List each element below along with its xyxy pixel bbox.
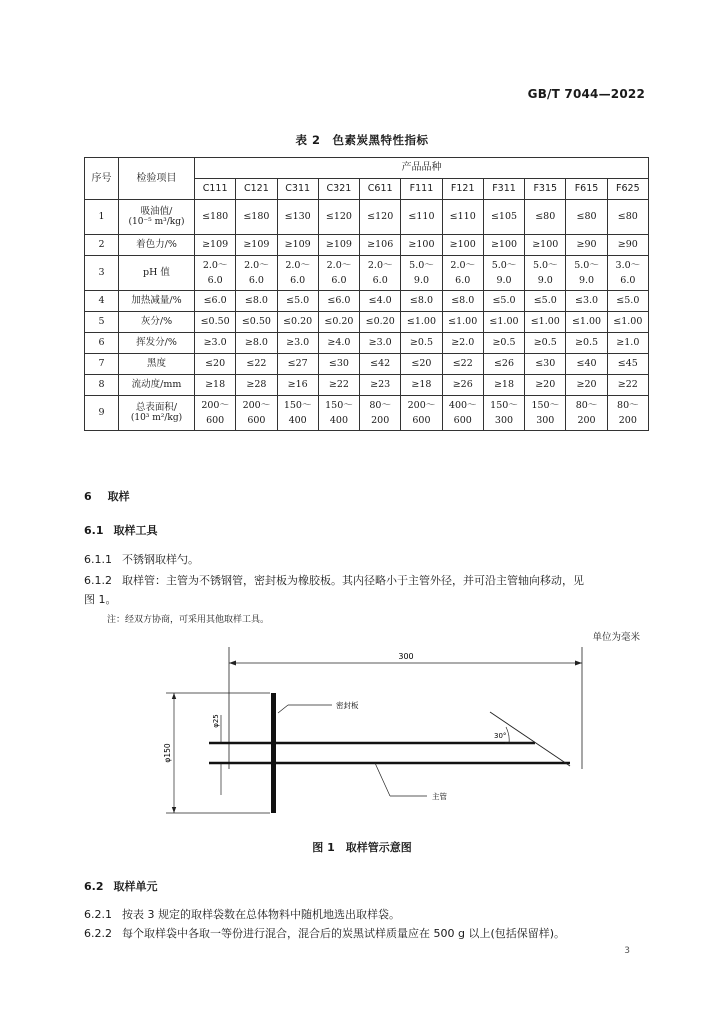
value-cell: ≤110 [442,200,483,235]
table-title: 表 2 色素炭黑特性指标 [295,133,429,147]
value-cell: ≥18 [195,375,236,396]
value-cell: ≤1.00 [483,312,524,333]
value-cell: ≤5.0 [483,291,524,312]
value-cell: ≥22 [318,375,359,396]
value-cell: ≤4.0 [360,291,401,312]
value-cell: ≥0.5 [525,333,566,354]
value-cell-line: 600 [412,415,431,426]
paragraph-number: 6.2.1 [84,908,112,921]
value-cell: ≥22 [607,375,648,396]
value-cell-line: 600 [247,415,266,426]
value-cell-line: 200～ [407,399,436,411]
value-cell-line: 80～ [617,399,639,411]
value-cell: ≤80 [525,200,566,235]
value-cell [566,256,607,291]
unit-note: 单位为毫米 [592,632,640,643]
value-cell [607,396,648,431]
row-item-name: pH 值 [143,267,170,279]
paragraph-6-2-1 [84,906,400,922]
row-item [119,291,195,312]
value-cell-line: 150～ [531,399,560,411]
value-cell [236,396,277,431]
value-cell: ≥1.0 [607,333,648,354]
value-cell [318,396,359,431]
row-seq: 3 [85,256,119,291]
value-cell [318,256,359,291]
value-cell [195,256,236,291]
standard-code: GB/T 7044—2022 [527,87,645,101]
value-cell: ≤120 [318,200,359,235]
value-cell: ≤1.00 [607,312,648,333]
row-item-name: 挥发分/% [136,337,177,349]
value-cell: ≥100 [483,235,524,256]
length-dimension-label: 300 [398,652,414,661]
grade-header: C611 [360,179,401,200]
table-row [85,396,649,431]
value-cell: ≥90 [607,235,648,256]
value-cell: ≤105 [483,200,524,235]
value-cell [607,256,648,291]
value-cell: ≤1.00 [401,312,442,333]
value-cell-line: 6.0 [620,275,636,286]
value-cell-line: 5.0～ [532,259,558,271]
value-cell-line: 5.0～ [491,259,517,271]
value-cell-line: 6.0 [207,275,223,286]
value-cell: ≤30 [525,354,566,375]
value-cell: ≥109 [318,235,359,256]
value-cell: ≥8.0 [236,333,277,354]
value-cell: ≥3.0 [277,333,318,354]
value-cell-line: 300 [536,415,555,426]
value-cell: ≤0.50 [195,312,236,333]
value-cell: ≥26 [442,375,483,396]
paragraph-text: 每个取样袋中各取一等份进行混合，混合后的炭黑试样质量应在 500 g 以上(包括保留样)。 [122,927,566,940]
row-item-name: 加热减量/% [131,295,182,307]
value-cell: ≤180 [195,200,236,235]
seal-label-leader [278,705,288,713]
seal-plate [271,693,276,813]
value-cell: ≤1.00 [525,312,566,333]
value-cell: ≤8.0 [401,291,442,312]
paragraph-text: 不锈钢取样勺。 [122,553,199,566]
figure-caption: 图 1 取样管示意图 [312,841,412,854]
value-cell [401,396,442,431]
section-number: 6 [84,490,92,503]
value-cell [442,256,483,291]
value-cell: ≤1.00 [566,312,607,333]
row-seq: 2 [85,235,119,256]
value-cell-line: 300 [494,415,514,426]
value-cell-line: 5.0～ [574,259,599,271]
value-cell: ≥106 [360,235,401,256]
value-cell-line: 600 [453,415,472,426]
table-row [85,375,649,396]
value-cell: ≤6.0 [195,291,236,312]
grade-header: F625 [607,179,648,200]
value-cell: ≥100 [401,235,442,256]
value-cell: ≤45 [607,354,648,375]
row-seq: 5 [85,312,119,333]
value-cell-line: 2.0～ [450,259,476,271]
value-cell: ≤80 [607,200,648,235]
note: 注：经双方协商，可采用其他取样工具。 [107,615,270,625]
table-row [85,291,649,312]
value-cell: ≤42 [360,354,401,375]
value-cell-line: 5.0～ [409,259,434,271]
table-row [85,200,649,235]
row-item-name: 黑度 [146,358,166,370]
value-cell: ≤8.0 [236,291,277,312]
value-cell: ≥20 [566,375,607,396]
value-cell-line: 150～ [325,399,353,411]
value-cell-line: 9.0 [413,275,430,286]
row-item-unit: (10⁻⁵ m³/kg) [128,217,185,228]
value-cell: ≥16 [277,375,318,396]
page-number: 3 [624,946,630,956]
value-cell: ≥18 [401,375,442,396]
row-item-unit: (10³ m²/kg) [130,413,183,424]
value-cell: ≤80 [566,200,607,235]
value-cell-line: 80～ [575,399,598,411]
value-cell: ≥20 [525,375,566,396]
value-cell: ≤0.20 [277,312,318,333]
grade-header: F315 [525,179,566,200]
grade-header: C321 [318,179,359,200]
value-cell-line: 3.0～ [615,259,641,271]
section-number: 6.1 [84,524,104,537]
value-cell: ≤1.00 [442,312,483,333]
value-cell: ≤27 [277,354,318,375]
value-cell-line: 2.0～ [202,259,228,271]
paragraph-6-1-2-continued: 图 1。 [84,593,117,606]
value-cell: ≤26 [483,354,524,375]
value-cell-line: 80～ [369,399,391,411]
grade-header: F311 [483,179,524,200]
value-cell: ≤5.0 [277,291,318,312]
value-cell [483,396,524,431]
section-number: 6.2 [84,880,104,893]
value-cell: ≤22 [236,354,277,375]
row-item-name: 流动度/mm [131,379,182,391]
value-cell: ≤0.50 [236,312,277,333]
value-cell-line: 9.0 [537,275,553,286]
value-cell-line: 200 [371,415,390,426]
value-cell [360,256,401,291]
value-cell [566,396,607,431]
tube-label-leader [375,763,390,796]
row-item [119,200,195,235]
table-row [85,235,649,256]
row-item [119,396,195,431]
value-cell: ≤3.0 [566,291,607,312]
value-cell [525,396,566,431]
value-cell: ≤22 [442,354,483,375]
value-cell-line: 6.0 [372,275,388,286]
paragraph-number: 6.1.2 [84,574,112,587]
row-item [119,354,195,375]
row-item [119,312,195,333]
value-cell-line: 6.0 [331,275,347,286]
value-cell-line: 150～ [283,399,312,411]
value-cell: ≤20 [195,354,236,375]
value-cell [525,256,566,291]
angle-label: 30° [494,732,507,740]
value-cell: ≥18 [483,375,524,396]
grade-header: F615 [566,179,607,200]
value-cell-line: 200～ [242,399,271,411]
value-cell: ≤5.0 [525,291,566,312]
row-item-name: 灰分/% [140,316,173,328]
row-seq: 4 [85,291,119,312]
value-cell: ≥100 [442,235,483,256]
header-item: 检验项目 [119,158,195,200]
value-cell-line: 400 [329,415,348,426]
value-cell: ≥109 [236,235,277,256]
value-cell [483,256,524,291]
value-cell-line: 9.0 [578,275,595,286]
value-cell [277,256,318,291]
paragraph-6-1-1 [84,551,199,567]
value-cell: ≤120 [360,200,401,235]
value-cell: ≥0.5 [566,333,607,354]
value-cell: ≥28 [236,375,277,396]
row-item [119,256,195,291]
row-seq: 8 [85,375,119,396]
value-cell-line: 6.0 [248,275,264,286]
section-6-2-heading [84,878,158,894]
grade-header: F121 [442,179,483,200]
row-seq: 7 [85,354,119,375]
value-cell: ≤30 [318,354,359,375]
value-cell: ≤20 [401,354,442,375]
row-item-name: 总表面积/ [135,401,178,413]
value-cell: ≥2.0 [442,333,483,354]
angle-arc [506,727,509,743]
value-cell-line: 200 [577,415,596,426]
value-cell [277,396,318,431]
value-cell: ≤130 [277,200,318,235]
header-seq: 序号 [85,158,119,200]
spec-table [84,157,649,431]
row-seq: 6 [85,333,119,354]
paragraph-text: 按表 3 规定的取样袋数在总体物料中随机地选出取样袋。 [122,908,400,921]
main-tube-label: 主管 [432,792,447,801]
value-cell: ≤40 [566,354,607,375]
value-cell-line: 400～ [448,399,477,411]
plate-height-label: φ150 [163,743,172,763]
grade-header: C111 [195,179,236,200]
table-row [85,312,649,333]
value-cell [236,256,277,291]
value-cell [360,396,401,431]
plate-offset-label: φ25 [212,714,220,728]
section-6-1-heading [84,522,158,538]
row-item [119,333,195,354]
paragraph-6-2-2 [84,925,565,941]
value-cell: ≥109 [195,235,236,256]
value-cell-line: 150～ [490,399,518,411]
value-cell: ≥3.0 [195,333,236,354]
value-cell: ≤0.20 [318,312,359,333]
section-title: 取样单元 [113,880,158,893]
paragraph-text: 取样管：主管为不锈钢管，密封板为橡胶板。其内径略小于主管外径，并可沿主管轴向移动，见 [122,574,584,587]
value-cell [195,396,236,431]
value-cell-line: 200～ [201,399,229,411]
row-item-name: 着色力/% [136,239,177,251]
row-item-name: 吸油值/ [140,205,173,217]
value-cell [401,256,442,291]
table-row [85,354,649,375]
value-cell-line: 6.0 [455,275,471,286]
value-cell: ≤180 [236,200,277,235]
paragraph-6-1-2 [84,572,654,588]
section-title: 取样工具 [113,524,158,537]
value-cell [442,396,483,431]
header-grade-group: 产品品种 [195,158,649,179]
value-cell: ≥90 [566,235,607,256]
row-seq: 1 [85,200,119,235]
value-cell-line: 9.0 [496,275,512,286]
value-cell: ≤110 [401,200,442,235]
value-cell-line: 200 [618,415,637,426]
value-cell: ≥109 [277,235,318,256]
section-6-heading [84,488,130,504]
value-cell: ≥23 [360,375,401,396]
grade-header: F111 [401,179,442,200]
grade-header: C121 [236,179,277,200]
paragraph-number: 6.2.2 [84,927,112,940]
value-cell: ≥3.0 [360,333,401,354]
value-cell: ≤8.0 [442,291,483,312]
value-cell-line: 2.0～ [285,259,310,271]
value-cell: ≥0.5 [401,333,442,354]
row-item [119,235,195,256]
value-cell-line: 600 [206,415,225,426]
section-title: 取样 [107,490,130,503]
value-cell: ≥4.0 [318,333,359,354]
table-body [85,200,649,431]
table-row [85,256,649,291]
value-cell: ≤5.0 [607,291,648,312]
value-cell: ≤0.20 [360,312,401,333]
grade-header: C311 [277,179,318,200]
row-item [119,375,195,396]
seal-plate-label: 密封板 [336,701,359,710]
value-cell-line: 2.0～ [326,259,352,271]
sampling-tube-figure [150,645,590,825]
value-cell-line: 6.0 [290,275,306,286]
value-cell-line: 400 [288,415,307,426]
value-cell-line: 2.0～ [367,259,393,271]
table-row [85,333,649,354]
row-seq: 9 [85,396,119,431]
value-cell: ≥100 [525,235,566,256]
value-cell: ≤6.0 [318,291,359,312]
value-cell-line: 2.0～ [244,259,269,271]
value-cell: ≥0.5 [483,333,524,354]
paragraph-number: 6.1.1 [84,553,112,566]
